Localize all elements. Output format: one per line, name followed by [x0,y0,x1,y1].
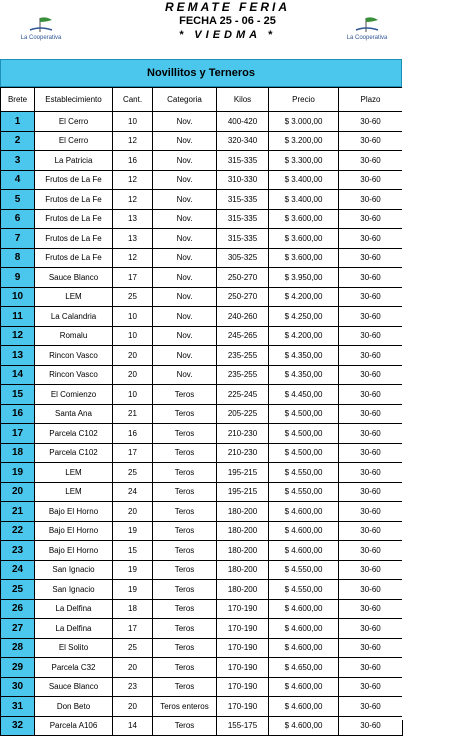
cant-cell: 19 [113,521,153,541]
table-row [1,190,403,210]
table-row [1,307,403,327]
establecimiento-cell: Bajo El Horno [35,502,113,522]
categoria-cell: Nov. [153,190,217,210]
table-row [1,502,403,522]
cant-cell: 13 [113,229,153,249]
logo-text: La Cooperativa [346,35,388,41]
establecimiento-cell: Romalu [35,326,113,346]
precio-cell: $ 4.600,00 [269,716,339,736]
categoria-cell: Nov. [153,170,217,190]
kilos-cell: 170-190 [217,677,269,697]
plazo-cell: 30-60 [339,385,403,405]
establecimiento-cell: Frutos de La Fe [35,229,113,249]
plazo-cell: 30-60 [339,131,403,151]
categoria-cell: Teros [153,658,217,678]
blank-margin [402,59,455,720]
col-header-plazo: Plazo [339,88,403,112]
cant-cell: 20 [113,658,153,678]
categoria-cell: Teros [153,463,217,483]
categoria-cell: Nov. [153,209,217,229]
establecimiento-cell: El Cerro [35,112,113,132]
brete-cell: 23 [1,541,35,561]
establecimiento-cell: Sauce Blanco [35,268,113,288]
brete-cell: 13 [1,346,35,366]
cooperative-logo-left [10,16,72,44]
brete-cell: 10 [1,287,35,307]
cant-cell: 12 [113,190,153,210]
kilos-cell: 180-200 [217,502,269,522]
kilos-cell: 250-270 [217,287,269,307]
brete-cell: 31 [1,697,35,717]
cooperative-logo-right [336,16,398,44]
table-row [1,151,403,171]
fecha-line: FECHA 25 - 06 - 25 [179,15,276,27]
plazo-cell: 30-60 [339,716,403,736]
col-header-cant: Cant. [113,88,153,112]
brete-cell: 21 [1,502,35,522]
plazo-cell: 30-60 [339,190,403,210]
plazo-cell: 30-60 [339,560,403,580]
plazo-cell: 30-60 [339,463,403,483]
cant-cell: 21 [113,404,153,424]
cant-cell: 20 [113,365,153,385]
table-row [1,541,403,561]
kilos-cell: 180-200 [217,580,269,600]
cant-cell: 15 [113,541,153,561]
cant-cell: 25 [113,463,153,483]
kilos-cell: 180-200 [217,541,269,561]
plazo-cell: 30-60 [339,482,403,502]
establecimiento-cell: Sauce Blanco [35,677,113,697]
kilos-cell: 315-335 [217,209,269,229]
cant-cell: 16 [113,424,153,444]
brete-cell: 18 [1,443,35,463]
kilos-cell: 305-325 [217,248,269,268]
table-row [1,424,403,444]
table-row [1,112,403,132]
cant-cell: 20 [113,346,153,366]
categoria-cell: Nov. [153,365,217,385]
brete-cell: 2 [1,131,35,151]
categoria-cell: Nov. [153,131,217,151]
precio-cell: $ 3.600,00 [269,209,339,229]
plazo-cell: 30-60 [339,521,403,541]
plazo-cell: 30-60 [339,229,403,249]
precio-cell: $ 3.400,00 [269,190,339,210]
brete-cell: 14 [1,365,35,385]
table-row [1,346,403,366]
precio-cell: $ 3.000,00 [269,112,339,132]
table-row [1,560,403,580]
establecimiento-cell: LEM [35,463,113,483]
plazo-cell: 30-60 [339,502,403,522]
categoria-cell: Teros [153,541,217,561]
precio-cell: $ 4.600,00 [269,697,339,717]
title-block [100,0,355,42]
kilos-cell: 170-190 [217,638,269,658]
kilos-cell: 180-200 [217,560,269,580]
cant-cell: 23 [113,677,153,697]
cant-cell: 19 [113,580,153,600]
cant-cell: 12 [113,248,153,268]
plazo-cell: 30-60 [339,541,403,561]
precio-cell: $ 3.300,00 [269,151,339,171]
table-row [1,697,403,717]
establecimiento-cell: LEM [35,482,113,502]
cant-cell: 10 [113,385,153,405]
table-row [1,716,403,736]
kilos-cell: 400-420 [217,112,269,132]
precio-cell: $ 4.550,00 [269,580,339,600]
precio-cell: $ 4.600,00 [269,599,339,619]
categoria-cell: Nov. [153,268,217,288]
establecimiento-cell: La Patricia [35,151,113,171]
establecimiento-cell: La Delfina [35,599,113,619]
establecimiento-cell: Don Beto [35,697,113,717]
establecimiento-cell: Parcela C102 [35,443,113,463]
plazo-cell: 30-60 [339,248,403,268]
kilos-cell: 170-190 [217,697,269,717]
establecimiento-cell: El Comienzo [35,385,113,405]
kilos-cell: 205-225 [217,404,269,424]
section-banner: Novillitos y Terneros [0,59,402,87]
establecimiento-cell: Bajo El Horno [35,521,113,541]
kilos-cell: 155-175 [217,716,269,736]
categoria-cell: Teros [153,638,217,658]
brete-cell: 6 [1,209,35,229]
plazo-cell: 30-60 [339,443,403,463]
kilos-cell: 225-245 [217,385,269,405]
remate-title: REMATE FERIA [164,0,291,14]
cant-cell: 24 [113,482,153,502]
categoria-cell: Teros [153,560,217,580]
col-header-precio: Precio [269,88,339,112]
cant-cell: 10 [113,112,153,132]
table-row [1,463,403,483]
flag-logo-icon [26,16,56,34]
establecimiento-cell: San Ignacio [35,560,113,580]
establecimiento-cell: La Delfina [35,619,113,639]
kilos-cell: 240-260 [217,307,269,327]
brete-cell: 27 [1,619,35,639]
precio-cell: $ 4.650,00 [269,658,339,678]
brete-cell: 7 [1,229,35,249]
categoria-cell: Teros [153,521,217,541]
categoria-cell: Nov. [153,287,217,307]
establecimiento-cell: Bajo El Horno [35,541,113,561]
brete-cell: 29 [1,658,35,678]
categoria-cell: Teros [153,443,217,463]
establecimiento-cell: Rincon Vasco [35,346,113,366]
categoria-cell: Nov. [153,112,217,132]
plazo-cell: 30-60 [339,268,403,288]
plazo-cell: 30-60 [339,112,403,132]
categoria-cell: Nov. [153,346,217,366]
kilos-cell: 310-330 [217,170,269,190]
plazo-cell: 30-60 [339,424,403,444]
cant-cell: 25 [113,287,153,307]
precio-cell: $ 4.600,00 [269,638,339,658]
establecimiento-cell: Santa Ana [35,404,113,424]
establecimiento-cell: Parcela C102 [35,424,113,444]
table-row [1,287,403,307]
table-row [1,619,403,639]
table-body [1,112,403,736]
table-row [1,443,403,463]
table-row [1,365,403,385]
kilos-cell: 170-190 [217,658,269,678]
table-row [1,580,403,600]
precio-cell: $ 4.600,00 [269,521,339,541]
precio-cell: $ 4.500,00 [269,424,339,444]
establecimiento-cell: El Solito [35,638,113,658]
table-row [1,404,403,424]
table-row [1,677,403,697]
categoria-cell: Nov. [153,326,217,346]
precio-cell: $ 4.500,00 [269,404,339,424]
brete-cell: 30 [1,677,35,697]
establecimiento-cell: El Cerro [35,131,113,151]
page-header [0,0,455,58]
precio-cell: $ 4.200,00 [269,287,339,307]
brete-cell: 9 [1,268,35,288]
categoria-cell: Teros [153,424,217,444]
plazo-cell: 30-60 [339,677,403,697]
kilos-cell: 245-265 [217,326,269,346]
precio-cell: $ 3.600,00 [269,229,339,249]
brete-cell: 26 [1,599,35,619]
establecimiento-cell: Parcela A106 [35,716,113,736]
categoria-cell: Teros [153,502,217,522]
table-row [1,131,403,151]
brete-cell: 15 [1,385,35,405]
table-row [1,326,403,346]
brete-cell: 22 [1,521,35,541]
cant-cell: 20 [113,502,153,522]
plazo-cell: 30-60 [339,307,403,327]
precio-cell: $ 4.550,00 [269,560,339,580]
brete-cell: 17 [1,424,35,444]
brete-cell: 4 [1,170,35,190]
header-row [1,88,403,112]
plazo-cell: 30-60 [339,658,403,678]
kilos-cell: 315-335 [217,190,269,210]
plazo-cell: 30-60 [339,209,403,229]
establecimiento-cell: Frutos de La Fe [35,209,113,229]
auction-sheet [0,59,402,736]
cant-cell: 20 [113,697,153,717]
precio-cell: $ 4.600,00 [269,619,339,639]
brete-cell: 16 [1,404,35,424]
table-row [1,268,403,288]
establecimiento-cell: San Ignacio [35,580,113,600]
plazo-cell: 30-60 [339,170,403,190]
precio-cell: $ 4.600,00 [269,677,339,697]
kilos-cell: 320-340 [217,131,269,151]
plazo-cell: 30-60 [339,404,403,424]
cant-cell: 14 [113,716,153,736]
kilos-cell: 170-190 [217,599,269,619]
kilos-cell: 315-335 [217,229,269,249]
cant-cell: 18 [113,599,153,619]
cant-cell: 25 [113,638,153,658]
precio-cell: $ 4.350,00 [269,365,339,385]
brete-cell: 24 [1,560,35,580]
cant-cell: 10 [113,307,153,327]
plazo-cell: 30-60 [339,619,403,639]
plazo-cell: 30-60 [339,346,403,366]
precio-cell: $ 4.450,00 [269,385,339,405]
establecimiento-cell: La Calandria [35,307,113,327]
precio-cell: $ 3.400,00 [269,170,339,190]
auction-table [0,87,403,736]
location-line: * VIEDMA * [178,29,277,41]
precio-cell: $ 4.250,00 [269,307,339,327]
plazo-cell: 30-60 [339,638,403,658]
table-row [1,248,403,268]
brete-cell: 25 [1,580,35,600]
brete-cell: 20 [1,482,35,502]
establecimiento-cell: LEM [35,287,113,307]
plazo-cell: 30-60 [339,599,403,619]
precio-cell: $ 4.550,00 [269,482,339,502]
precio-cell: $ 4.600,00 [269,502,339,522]
kilos-cell: 235-255 [217,365,269,385]
categoria-cell: Nov. [153,307,217,327]
cant-cell: 19 [113,560,153,580]
plazo-cell: 30-60 [339,151,403,171]
categoria-cell: Teros enteros [153,697,217,717]
plazo-cell: 30-60 [339,580,403,600]
categoria-cell: Teros [153,404,217,424]
precio-cell: $ 4.350,00 [269,346,339,366]
kilos-cell: 315-335 [217,151,269,171]
brete-cell: 11 [1,307,35,327]
logo-text: La Cooperativa [20,35,62,41]
col-header-brete: Brete [1,88,35,112]
col-header-establecimiento: Establecimiento [35,88,113,112]
categoria-cell: Teros [153,619,217,639]
brete-cell: 28 [1,638,35,658]
kilos-cell: 210-230 [217,443,269,463]
table-row [1,599,403,619]
kilos-cell: 195-215 [217,463,269,483]
brete-cell: 32 [1,716,35,736]
brete-cell: 8 [1,248,35,268]
cant-cell: 16 [113,151,153,171]
cant-cell: 12 [113,131,153,151]
establecimiento-cell: Frutos de La Fe [35,190,113,210]
brete-cell: 5 [1,190,35,210]
cant-cell: 12 [113,170,153,190]
precio-cell: $ 4.200,00 [269,326,339,346]
table-row [1,521,403,541]
categoria-cell: Teros [153,599,217,619]
precio-cell: $ 3.600,00 [269,248,339,268]
table-row [1,170,403,190]
table-row [1,658,403,678]
precio-cell: $ 4.550,00 [269,463,339,483]
kilos-cell: 180-200 [217,521,269,541]
establecimiento-cell: Rincon Vasco [35,365,113,385]
cant-cell: 13 [113,209,153,229]
establecimiento-cell: Frutos de La Fe [35,248,113,268]
categoria-cell: Nov. [153,151,217,171]
categoria-cell: Teros [153,482,217,502]
brete-cell: 12 [1,326,35,346]
plazo-cell: 30-60 [339,365,403,385]
plazo-cell: 30-60 [339,697,403,717]
table-row [1,385,403,405]
flag-logo-icon [352,16,382,34]
categoria-cell: Teros [153,677,217,697]
categoria-cell: Teros [153,385,217,405]
kilos-cell: 235-255 [217,346,269,366]
categoria-cell: Teros [153,716,217,736]
categoria-cell: Nov. [153,248,217,268]
table-row [1,209,403,229]
precio-cell: $ 4.600,00 [269,541,339,561]
table-row [1,229,403,249]
brete-cell: 3 [1,151,35,171]
plazo-cell: 30-60 [339,287,403,307]
col-header-kilos: Kilos [217,88,269,112]
categoria-cell: Teros [153,580,217,600]
cant-cell: 10 [113,326,153,346]
categoria-cell: Nov. [153,229,217,249]
kilos-cell: 170-190 [217,619,269,639]
table-row [1,638,403,658]
kilos-cell: 210-230 [217,424,269,444]
precio-cell: $ 3.200,00 [269,131,339,151]
establecimiento-cell: Frutos de La Fe [35,170,113,190]
col-header-categoria: Categoria [153,88,217,112]
cant-cell: 17 [113,268,153,288]
kilos-cell: 195-215 [217,482,269,502]
kilos-cell: 250-270 [217,268,269,288]
cant-cell: 17 [113,443,153,463]
cant-cell: 17 [113,619,153,639]
precio-cell: $ 3.950,00 [269,268,339,288]
precio-cell: $ 4.500,00 [269,443,339,463]
brete-cell: 1 [1,112,35,132]
brete-cell: 19 [1,463,35,483]
plazo-cell: 30-60 [339,326,403,346]
table-row [1,482,403,502]
establecimiento-cell: Parcela C32 [35,658,113,678]
